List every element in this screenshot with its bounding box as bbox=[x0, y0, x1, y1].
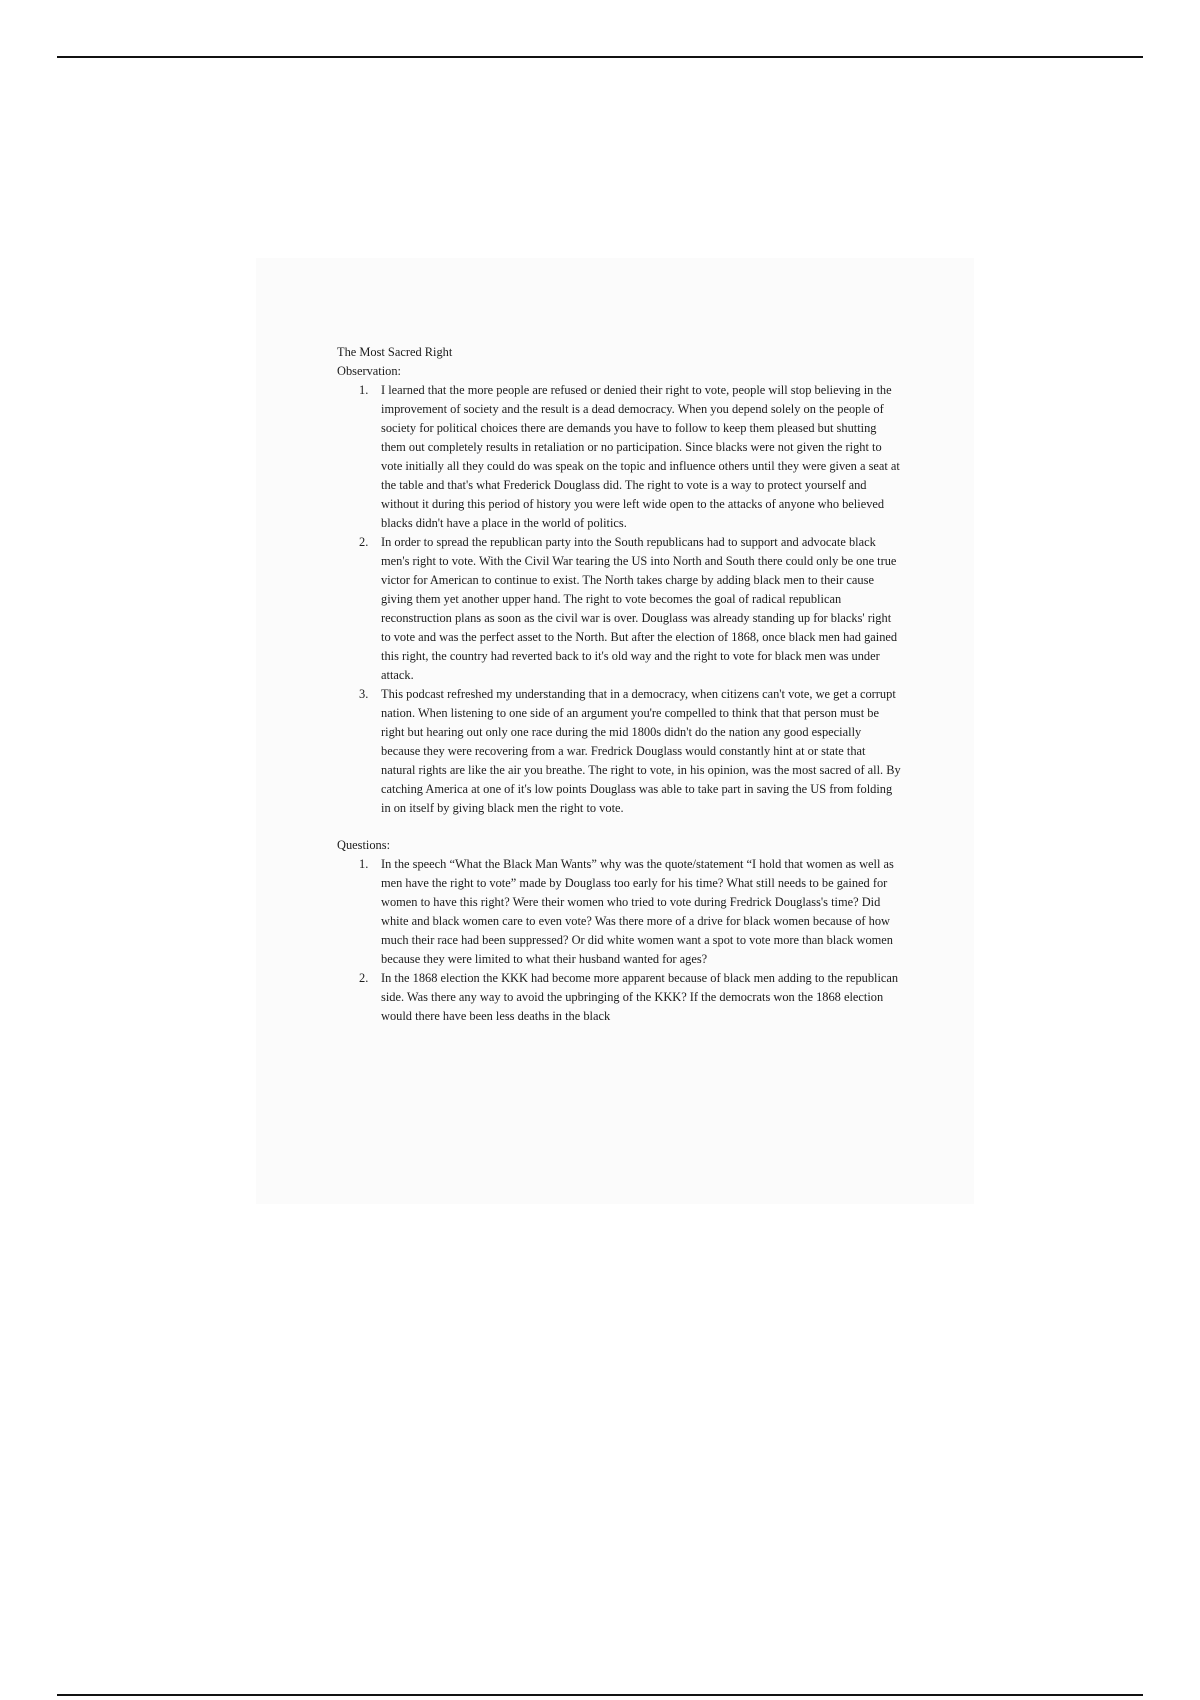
list-number: 2. bbox=[359, 535, 369, 549]
observation-text: I learned that the more people are refused or denied their right to vote, people will stop believing in the improvement of society and the result is a dead democracy. When you depend solely on the people of society for political choices there are demands you have to follow to keep them pleased but shutting them out completely results in retaliation or no participation. Since blacks were not given the right to vote initially all they could do was speak on the topic and influence others until they were given a seat at the table and that's what Frederick Douglass did. The right to vote is a way to protect yourself and without it during this period of history you were left wide open to the attacks of anyone who believed blacks didn't have a place in the world of politics. bbox=[381, 383, 900, 530]
list-item bbox=[337, 855, 902, 969]
question-text: In the 1868 election the KKK had become more apparent because of black men adding to the republican side. Was there any way to avoid the upbringing of the KKK? If the democrats won the 1868 election would there have been less deaths in the black bbox=[381, 971, 899, 1023]
top-divider bbox=[57, 56, 1143, 58]
list-item bbox=[337, 533, 902, 685]
bottom-divider bbox=[57, 1694, 1143, 1696]
question-text: In the speech “What the Black Man Wants” why was the quote/statement “I hold that women as well as men have the right to vote” made by Douglass too early for his time? What still needs to be gained for women to have this right? Were their women who tried to vote during Fredrick Douglass's time? Did white and black women care to even vote? Was there more of a drive for black women because of how much their race had been suppressed? Or did white women want a spot to vote more than black women because they were limited to what their husband wanted for ages? bbox=[381, 857, 894, 966]
questions-heading: Questions: bbox=[337, 838, 391, 852]
list-number: 3. bbox=[359, 687, 369, 701]
observation-heading: Observation: bbox=[337, 364, 402, 378]
observation-list bbox=[337, 381, 902, 818]
document-body bbox=[337, 343, 902, 1026]
observation-text: This podcast refreshed my understanding that in a democracy, when citizens can't vote, we get a corrupt nation. When listening to one side of an argument you're compelled to think that that person must be right but hearing out only one race during the mid 1800s didn't do the nation any good especially because they were recovering from a war. Fredrick Douglass would constantly hint at or state that natural rights are like the air you breathe. The right to vote, in his opinion, was the most sacred of all. By catching America at one of it's low points Douglass was able to take part in saving the US from folding in on itself by giving black men the right to vote. bbox=[381, 687, 901, 815]
observation-text: In order to spread the republican party into the South republicans had to support and advocate black men's right to vote. With the Civil War tearing the US into North and South there could only be one true victor for American to continue to exist. The North takes charge by adding black men to their cause giving them yet another upper hand. The right to vote becomes the goal of radical republican reconstruction plans as soon as the civil war is over. Douglass was already standing up for blacks' right to vote and was the perfect asset to the North. But after the election of 1868, once black men had gained this right, the country had reverted back to it's old way and the right to vote for black men was under attack. bbox=[381, 535, 898, 682]
list-number: 1. bbox=[359, 857, 369, 871]
list-item bbox=[337, 685, 902, 818]
questions-list bbox=[337, 855, 902, 1026]
section-gap bbox=[337, 818, 902, 836]
list-item bbox=[337, 969, 902, 1026]
list-number: 1. bbox=[359, 383, 369, 397]
document-title: The Most Sacred Right bbox=[337, 345, 453, 359]
list-number: 2. bbox=[359, 971, 369, 985]
list-item bbox=[337, 381, 902, 533]
